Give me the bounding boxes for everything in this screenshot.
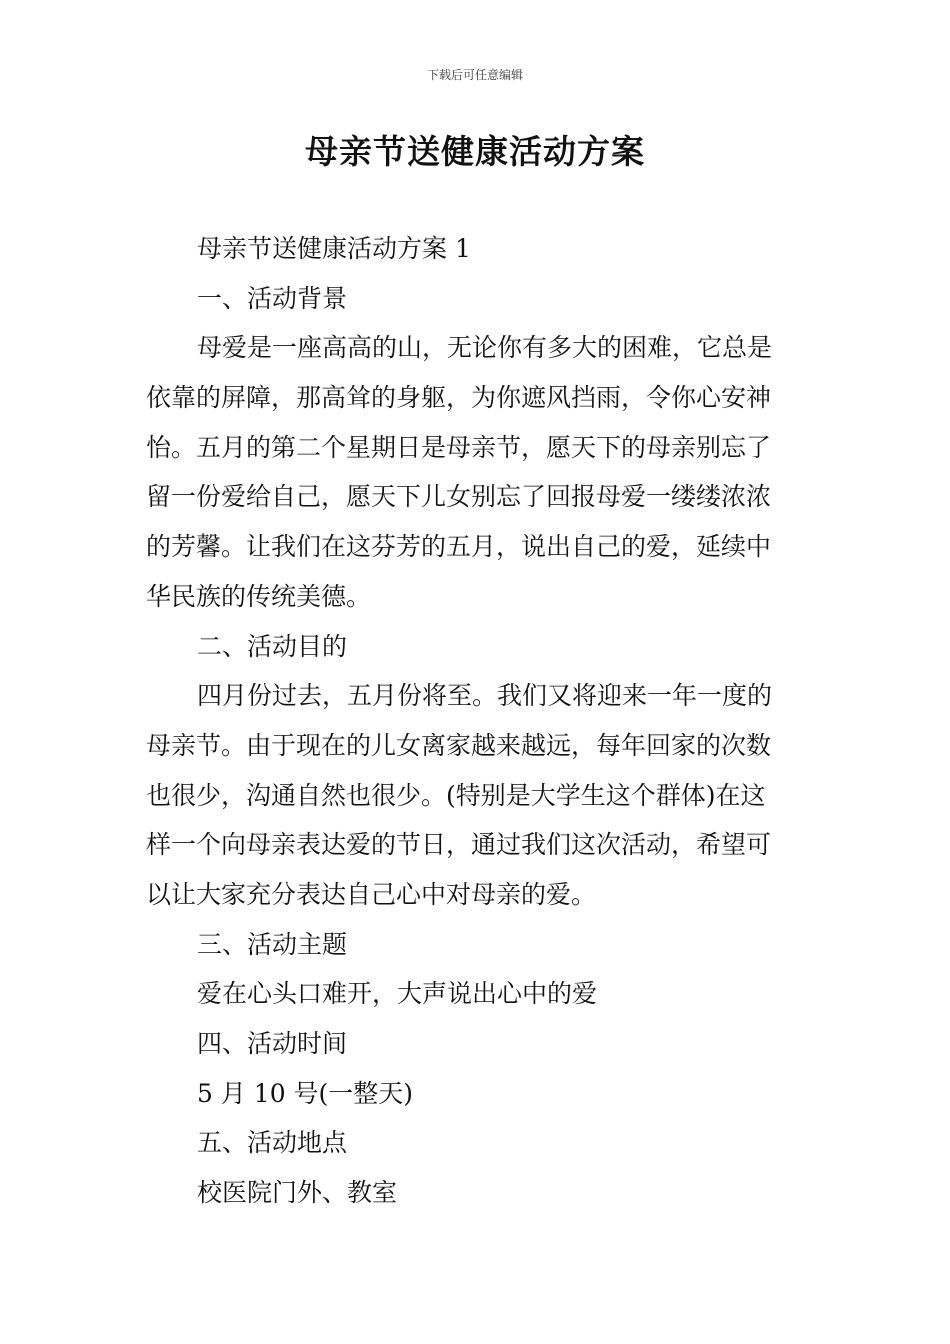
text-line: 怡。五月的第二个星期日是母亲节，愿天下的母亲别忘了 [146,432,772,462]
page-title: 母亲节送健康活动方案 [305,132,645,171]
text-line: 二、活动目的 [197,631,348,661]
text-line: 留一份爱给自己，愿天下儿女别忘了回报母爱一缕缕浓浓 [146,482,772,512]
document-body [146,224,808,1218]
text-line: 四、活动时间 [197,1029,348,1058]
text-line: 也很少，沟通自然也很少。(特别是大学生这个群体)在这 [146,780,766,810]
text-line: 5 月 10 号(一整天) [197,1078,414,1108]
text-line: 的芳馨。让我们在这芬芳的五月，说出自己的爱，延续中 [146,532,772,562]
header-note: 下载后可任意编辑 [426,68,523,82]
text-line: 样一个向母亲表达爱的节日，通过我们这次活动，希望可 [146,830,772,860]
text-line: 母亲节送健康活动方案 1 [197,234,471,263]
text-line: 母爱是一座高高的山，无论你有多大的困难，它总是 [197,333,773,363]
text-line: 五、活动地点 [197,1128,348,1158]
text-line: 三、活动主题 [197,929,348,959]
text-line: 以让大家充分表达自己心中对母亲的爱。 [146,879,597,909]
text-line: 依靠的屏障，那高耸的身躯，为你遮风挡雨，令你心安神 [146,383,772,413]
text-line: 校医院门外、教室 [197,1178,398,1208]
text-line: 母亲节。由于现在的儿女离家越来越远，每年回家的次数 [146,730,772,760]
text-line: 四月份过去，五月份将至。我们又将迎来一年一度的 [197,681,773,711]
text-line: 爱在心头口难开，大声说出心中的爱 [197,979,598,1009]
text-line: 华民族的传统美德。 [146,581,372,611]
text-line: 一、活动背景 [197,283,348,313]
